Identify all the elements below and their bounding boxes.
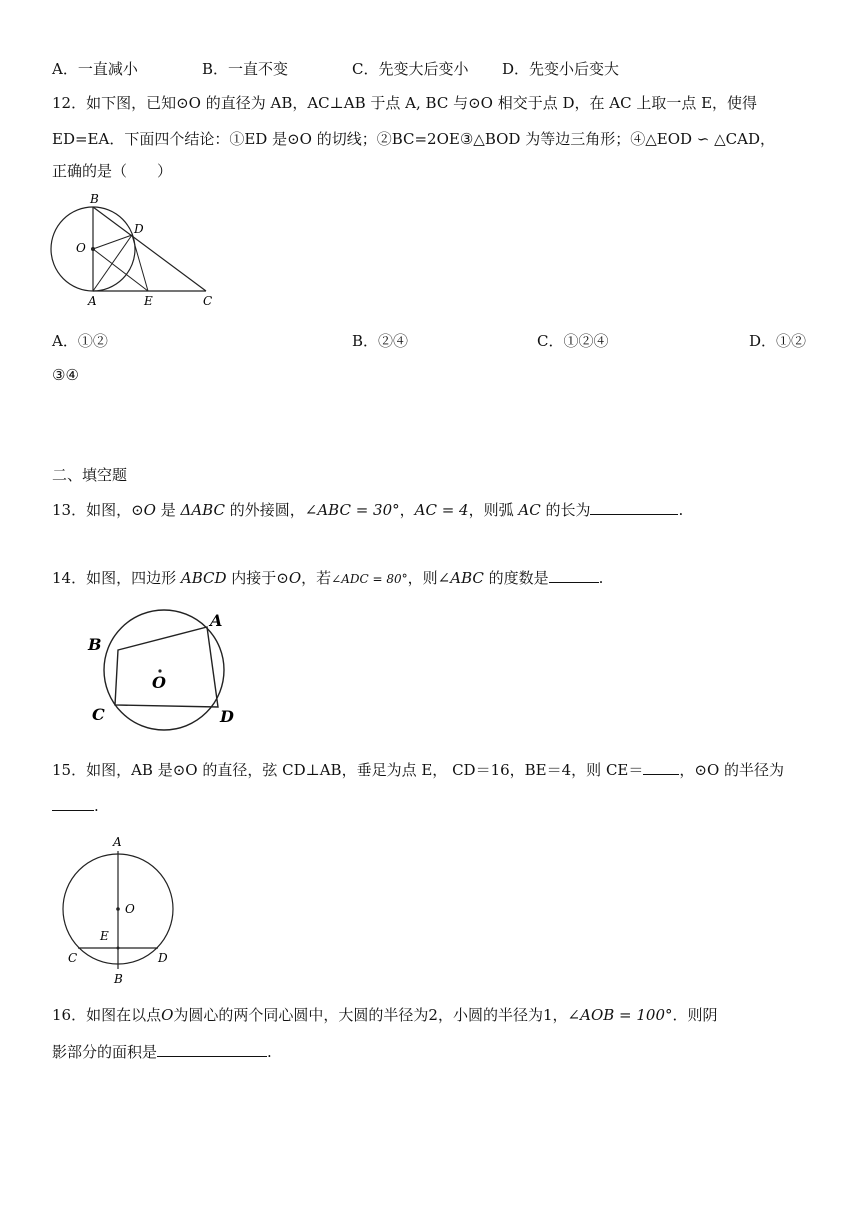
- q14-label-o: O: [152, 673, 166, 692]
- q13-text5: 的长为: [540, 501, 591, 519]
- q12-figure: [44, 188, 224, 313]
- q13-text4: ，则弧: [468, 501, 519, 519]
- q13-math-angle: ∠ABC = 30°: [304, 501, 400, 519]
- q12-label-d: D: [134, 222, 144, 236]
- q14-label-c: C: [92, 705, 105, 724]
- q15-line1: [52, 758, 784, 781]
- q13-math-arc: AC: [518, 501, 541, 519]
- q15-label-a: A: [113, 835, 122, 849]
- q13-text1: 是: [155, 501, 181, 519]
- q15-text-b: ，⊙O 的半径为: [679, 761, 785, 779]
- q11-option-a: A．一直减小: [52, 60, 138, 78]
- q11-option-c: C．先变大后变小: [352, 60, 469, 78]
- q16-math-angle: ∠AOB = 100°: [567, 1006, 673, 1024]
- q16-math-1: 1: [542, 1006, 553, 1024]
- q13-math-circle: ⊙O: [131, 501, 156, 519]
- q14-text4: 的度数是: [483, 569, 549, 587]
- q15-text-a: 15．如图，AB 是⊙O 的直径，弦 CD⊥AB，垂足为点 E， CD＝16，BE＝4，则 CE＝: [52, 761, 644, 779]
- q14-circle: [104, 610, 224, 730]
- q12-label-o: O: [76, 241, 86, 255]
- q15-figure: [58, 830, 188, 990]
- q12-option-d: D．①②: [749, 332, 807, 350]
- q14-math-circle: ⊙O: [276, 569, 302, 587]
- q15-answer-blank-ce[interactable]: [643, 758, 679, 775]
- q16-text3: ，: [552, 1006, 568, 1024]
- q15-label-d: D: [158, 951, 168, 965]
- q16-end: .: [267, 1043, 272, 1061]
- q14-end: .: [598, 569, 604, 587]
- q16-line1: [52, 1004, 718, 1026]
- q12-label-b: B: [90, 192, 99, 206]
- q11-option-d: D．先变小后变大: [502, 60, 620, 78]
- q13-math-ac: AC = 4: [414, 501, 469, 519]
- q14-figure: [82, 604, 252, 732]
- q14-label-a: A: [210, 611, 223, 630]
- q16-math-2: 2: [428, 1006, 438, 1024]
- q14-text1: 内接于: [226, 569, 277, 587]
- q14-math-angle-abc: ∠ABC: [437, 569, 484, 587]
- q15-answer-blank-radius[interactable]: [52, 794, 94, 811]
- q14-answer-blank[interactable]: [549, 566, 599, 583]
- q14-math-quad: ABCD: [180, 569, 227, 587]
- q13-math-triangle: ΔABC: [180, 501, 225, 519]
- q12-label-e: E: [144, 294, 153, 308]
- q14-math-angle-adc: ∠ADC = 80°: [331, 572, 408, 586]
- q16-text4: ．则阴: [672, 1006, 718, 1024]
- q12-option-d-cont: ③④: [52, 366, 79, 384]
- q12-option-c: C．①②④: [537, 332, 609, 350]
- q15-label-e: E: [100, 929, 109, 943]
- q16-math-o: O: [161, 1006, 174, 1024]
- q12-label-c: C: [203, 294, 213, 308]
- q16-text2: ，小圆的半径为: [437, 1006, 543, 1024]
- q13-end: .: [678, 501, 684, 519]
- q16-text1: 为圆心的两个同心圆中，大圆的半径为: [173, 1006, 429, 1024]
- q13-text: [52, 498, 683, 521]
- q13-answer-blank[interactable]: [590, 498, 678, 515]
- q14-prefix: 14．如图，四边形: [52, 569, 181, 587]
- q14-label-d: D: [220, 707, 234, 726]
- q13-text3: ，: [399, 501, 415, 519]
- q14-text3: ，则: [407, 569, 438, 587]
- q15-end: .: [94, 797, 99, 815]
- q15-label-c: C: [68, 951, 78, 965]
- section-title: 二、填空题: [52, 466, 128, 484]
- q16-line2: [52, 1040, 272, 1063]
- q12-line2: ED=EA．下面四个结论：①ED 是⊙O 的切线；②BC=2OE③△BOD 为等边三角形；④△EOD ∽ △CAD，: [52, 130, 776, 148]
- q14-text: [52, 566, 603, 590]
- q14-text2: ，若: [301, 569, 332, 587]
- q12-line3: 正确的是（ ）: [52, 162, 173, 180]
- q16-prefix: 16．如图在以点: [52, 1006, 162, 1024]
- q12-option-a: A．①②: [52, 332, 108, 350]
- q16-text-line2: 影部分的面积是: [52, 1043, 158, 1061]
- q15-label-b: B: [114, 972, 123, 986]
- q12-option-b: B．②④: [352, 332, 409, 350]
- q13-prefix: 13．如图，: [52, 501, 132, 519]
- q14-label-b: B: [88, 635, 102, 654]
- q16-answer-blank[interactable]: [157, 1040, 267, 1057]
- q11-option-b: B．一直不变: [202, 60, 289, 78]
- q12-label-a: A: [88, 294, 97, 308]
- q15-line2: [52, 794, 99, 817]
- q15-label-o: O: [125, 902, 135, 916]
- q12-line1: 12．如下图，已知⊙O 的直径为 AB，AC⊥AB 于点 A, BC 与⊙O 相交于点 D，在 AC 上取一点 E，使得: [52, 94, 758, 112]
- q13-text2: 的外接圆，: [224, 501, 305, 519]
